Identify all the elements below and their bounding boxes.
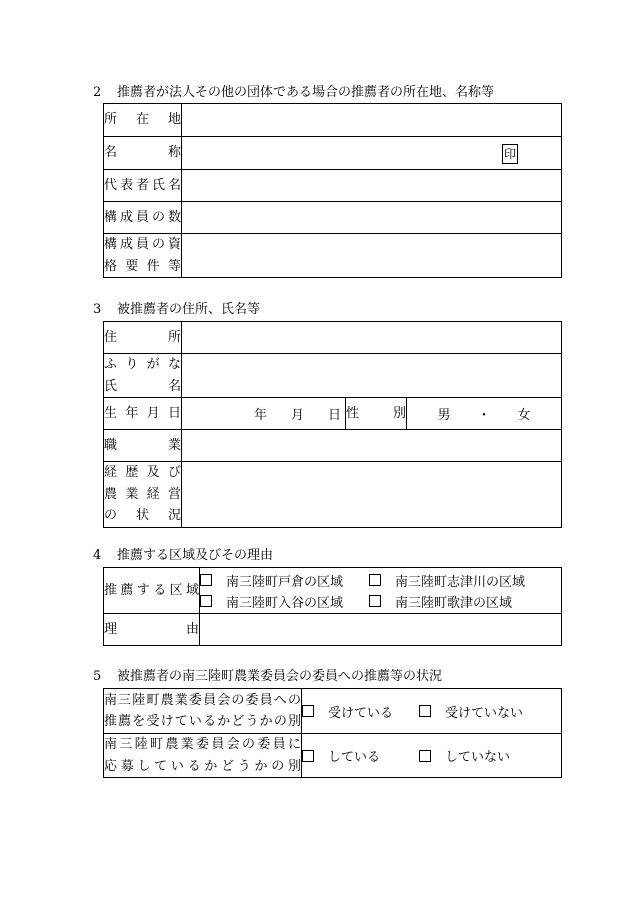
member-qualification-label-cell: [104, 234, 182, 278]
reason-field[interactable]: [200, 614, 562, 646]
option-label: 南三陸町戸倉の区域: [226, 574, 344, 590]
occupation-label-cell: [104, 430, 182, 462]
option-recommended-yes[interactable]: [302, 702, 419, 721]
career-label-line-1: 経歴及び: [104, 465, 181, 480]
section-number: 5: [93, 669, 102, 684]
sex-option-female[interactable]: 女: [517, 408, 531, 423]
table-row-area: [104, 568, 562, 614]
day-unit: 日: [328, 408, 342, 423]
option-label: 南三陸町志津川の区域: [395, 574, 526, 590]
option-recommended-no[interactable]: [419, 702, 523, 721]
recommended-status-label-cell: [104, 689, 302, 734]
birth-date-label: 生年月日: [104, 405, 181, 421]
sex-option-separator: ・: [477, 408, 491, 423]
reason-label-cell: [104, 614, 200, 646]
checkbox[interactable]: [419, 705, 431, 717]
option-label: していない: [445, 750, 511, 765]
member-count-label-cell: [104, 202, 182, 234]
career-label-cell: [104, 462, 182, 528]
applied-status-label-cell: [104, 734, 302, 778]
name-label-cell: [104, 354, 182, 398]
career-label-line-2: 農業経営: [104, 486, 181, 502]
sex-option-male[interactable]: 男: [437, 408, 451, 423]
year-unit: 年: [254, 408, 268, 423]
checkbox[interactable]: [369, 595, 381, 607]
table-row-member-count: [104, 202, 562, 234]
nominee-name-field[interactable]: [182, 354, 562, 398]
applied-status-options-cell: [302, 734, 562, 778]
member-qualification-field[interactable]: [182, 234, 562, 278]
recommended-status-options: [302, 701, 561, 722]
area-options-cell: [200, 568, 562, 614]
option-label: 南三陸町入谷の区域: [226, 595, 344, 611]
section-number: 4: [93, 548, 102, 563]
option-label: している: [328, 750, 381, 765]
recommendation-status-table: [103, 688, 562, 778]
member-count-label: 構成員の数: [104, 209, 181, 225]
nominee-info-table: [103, 321, 562, 528]
table-row-representative: [104, 170, 562, 202]
table-row-birth-date: [104, 398, 562, 430]
area-options-line-2: [200, 591, 561, 612]
table-row-address: [104, 322, 562, 354]
representative-label: 代表者氏名: [104, 177, 181, 193]
address-label: 住所: [104, 329, 181, 345]
area-label: 推薦する区域: [104, 582, 199, 598]
checkbox[interactable]: [200, 595, 212, 607]
section-3-heading: [93, 302, 260, 318]
checkbox[interactable]: [302, 705, 314, 717]
furigana-label: ふりがな: [104, 357, 181, 372]
section-5-heading: [93, 669, 442, 685]
applied-status-label-line-2: 応募しているかどうかの別: [104, 758, 301, 774]
sex-field: [407, 398, 562, 430]
section-title: 推薦者が法人その他の団体である場合の推薦者の所在地、名称等: [117, 85, 495, 100]
seal-mark: 印: [502, 144, 518, 164]
address-field[interactable]: [182, 322, 562, 354]
area-option-shizugawa[interactable]: [369, 571, 525, 590]
name-label: 氏名: [104, 378, 181, 394]
recommended-status-options-cell: [302, 689, 562, 734]
birth-date-field[interactable]: [182, 398, 346, 430]
career-field[interactable]: [182, 462, 562, 528]
occupation-field[interactable]: [182, 430, 562, 462]
member-qualification-label-line-1: 構成員の資: [104, 237, 181, 252]
applied-status-label-line-1: 南三陸町農業委員会の委員に: [104, 737, 301, 752]
sex-options: [407, 404, 561, 423]
option-label: 受けている: [328, 705, 394, 721]
section-title: 被推薦者の住所、氏名等: [117, 302, 261, 317]
option-applied-yes[interactable]: [302, 746, 419, 765]
applied-status-options: [302, 745, 561, 766]
organization-name-field[interactable]: [182, 137, 562, 170]
location-label: 所在地: [104, 112, 181, 128]
section-4-heading: [93, 548, 273, 564]
checkbox[interactable]: [419, 750, 431, 762]
location-field[interactable]: [182, 104, 562, 137]
occupation-label: 職業: [104, 437, 181, 453]
area-options-line-1: [200, 570, 561, 591]
section-number: 3: [93, 302, 102, 317]
option-label: 受けていない: [445, 705, 524, 721]
area-option-iriya[interactable]: [200, 592, 369, 611]
section-2-heading: [93, 85, 494, 101]
table-row-member-qualification: [104, 234, 562, 278]
member-count-field[interactable]: [182, 202, 562, 234]
sex-label-cell: [346, 398, 407, 430]
area-option-tokura[interactable]: [200, 571, 369, 590]
section-title: 被推薦者の南三陸町農業委員会の委員への推薦等の状況: [117, 669, 443, 684]
option-applied-no[interactable]: [419, 746, 510, 765]
address-label-cell: [104, 322, 182, 354]
recommended-status-label-line-2: 推薦を受けているかどうかの別: [104, 714, 301, 729]
reason-label: 理由: [104, 621, 199, 637]
recommender-organization-table: [103, 103, 562, 278]
checkbox[interactable]: [302, 750, 314, 762]
table-row-location: [104, 104, 562, 137]
career-label-line-3: の状況: [104, 508, 181, 523]
table-row-name: [104, 354, 562, 398]
area-option-utatsu[interactable]: [369, 592, 512, 611]
month-unit: 月: [291, 408, 305, 423]
name-label-cell: [104, 137, 182, 170]
area-label-cell: [104, 568, 200, 614]
table-row-recommended-status: [104, 689, 562, 734]
representative-field[interactable]: [182, 170, 562, 202]
section-title: 推薦する区域及びその理由: [117, 548, 274, 563]
checkbox[interactable]: [200, 574, 212, 586]
table-row-career: [104, 462, 562, 528]
section-number: 2: [93, 85, 102, 100]
location-label-cell: [104, 104, 182, 137]
member-qualification-label-line-2: 格要件等: [104, 258, 181, 274]
table-row-name: [104, 137, 562, 170]
recommended-area-table: [103, 567, 562, 646]
birth-date-label-cell: [104, 398, 182, 430]
name-label: 名称: [104, 145, 181, 161]
checkbox[interactable]: [369, 574, 381, 586]
table-row-applied-status: [104, 734, 562, 778]
table-row-reason: [104, 614, 562, 646]
recommended-status-label-line-1: 南三陸町農業委員会の委員への: [104, 692, 301, 708]
birth-date-units: [182, 404, 345, 423]
table-row-occupation: [104, 430, 562, 462]
representative-label-cell: [104, 170, 182, 202]
option-label: 南三陸町歌津の区域: [395, 595, 513, 611]
sex-label: 性別: [346, 405, 406, 421]
